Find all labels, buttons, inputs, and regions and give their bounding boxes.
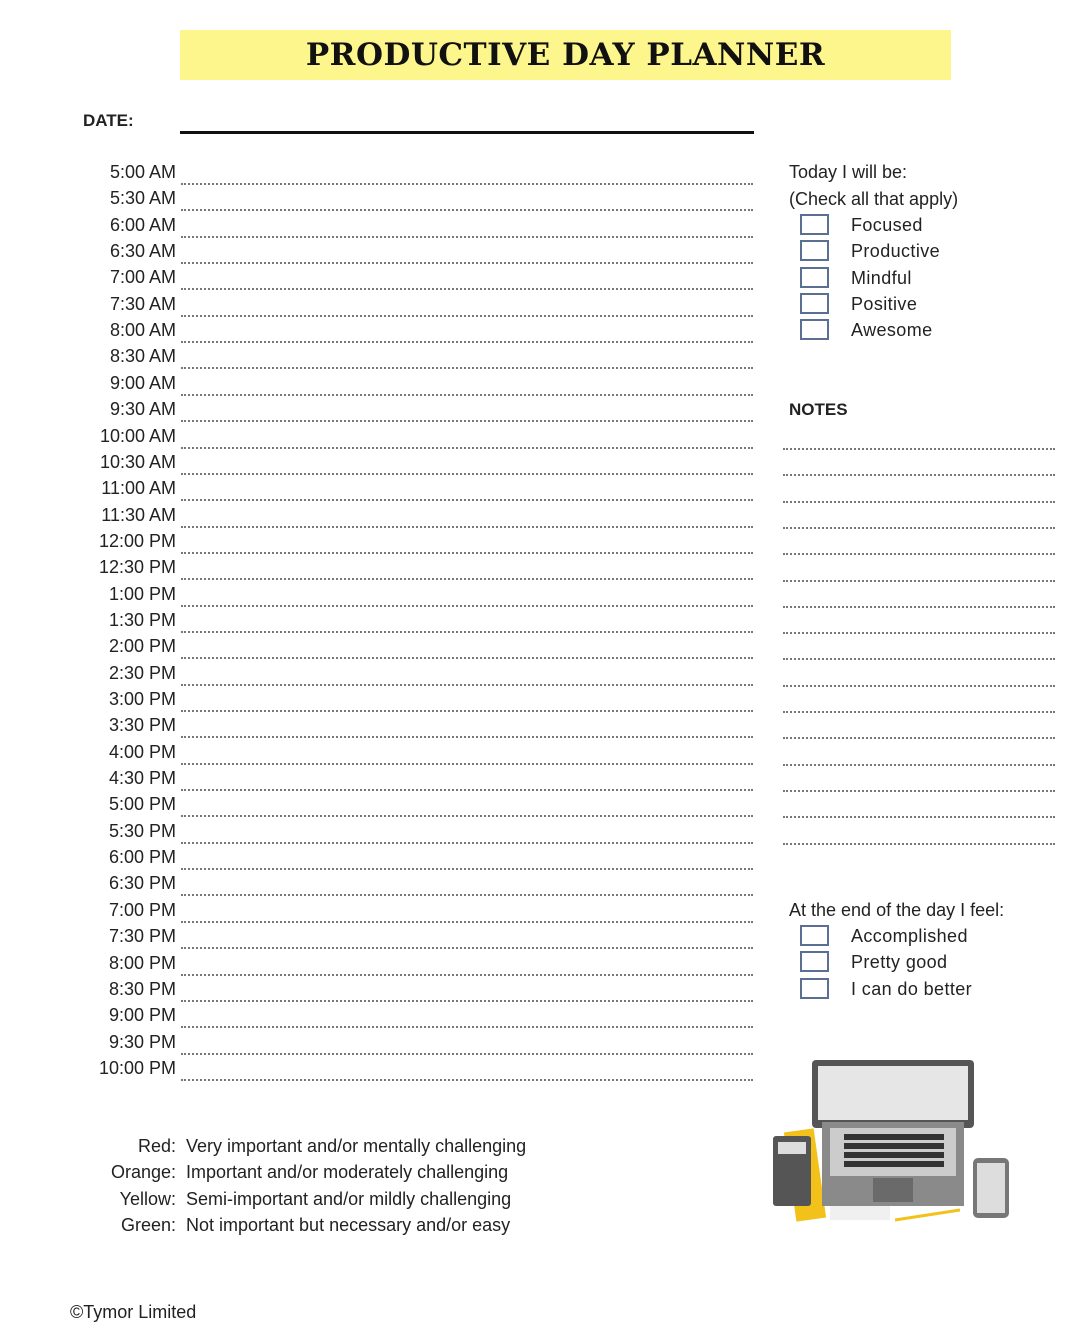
- time-slot-line[interactable]: [181, 868, 753, 870]
- time-slot-line[interactable]: [181, 921, 753, 923]
- notes-line[interactable]: [783, 790, 1055, 792]
- legend-description: Not important but necessary and/or easy: [186, 1214, 511, 1235]
- time-label: 6:30 PM: [108, 873, 176, 894]
- time-label: 5:00 AM: [109, 162, 176, 182]
- time-slot-line[interactable]: [181, 842, 753, 844]
- notes-line[interactable]: [783, 764, 1055, 766]
- time-slot-line[interactable]: [181, 657, 753, 659]
- notes-line[interactable]: [783, 448, 1055, 450]
- time-slot-line[interactable]: [181, 684, 753, 686]
- notes-line[interactable]: [783, 474, 1055, 476]
- time-slot-line[interactable]: [181, 315, 753, 317]
- time-label: 3:30 PM: [108, 715, 176, 736]
- time-label: 7:00 PM: [108, 899, 176, 920]
- copyright: ©Tymor Limited: [70, 1302, 197, 1322]
- time-slot-line[interactable]: [181, 947, 753, 949]
- time-label: 9:00 PM: [108, 1005, 176, 1026]
- page-title: PRODUCTIVE DAY PLANNER: [305, 37, 826, 73]
- time-slot-line[interactable]: [181, 394, 753, 396]
- time-slot-line[interactable]: [181, 578, 753, 580]
- time-label: 9:30 AM: [109, 399, 176, 420]
- time-slot-line[interactable]: [181, 236, 753, 238]
- time-slot-line[interactable]: [181, 1000, 753, 1002]
- legend-description: Important and/or moderately challenging: [186, 1162, 509, 1183]
- time-label: 5:30 AM: [109, 188, 176, 209]
- time-label: 12:00 PM: [98, 530, 176, 551]
- notes-line[interactable]: [783, 658, 1055, 660]
- feeling-checkbox[interactable]: [800, 978, 829, 999]
- time-label: 3:00 PM: [108, 689, 176, 709]
- feeling-label: Pretty good: [851, 952, 948, 973]
- today-subheading: (Check all that apply): [789, 189, 959, 209]
- time-label: 9:00 AM: [109, 372, 176, 393]
- time-slot-line[interactable]: [181, 1053, 753, 1055]
- time-label: 8:30 AM: [109, 346, 176, 367]
- date-label: DATE:: [83, 111, 134, 130]
- time-slot-line[interactable]: [181, 209, 753, 211]
- checkbox-productive[interactable]: [800, 240, 829, 261]
- time-slot-line[interactable]: [181, 288, 753, 290]
- notes-line[interactable]: [783, 632, 1055, 634]
- time-label: 11:30 AM: [101, 504, 176, 525]
- time-label: 6:00 PM: [108, 847, 176, 868]
- checkbox-label: Productive: [851, 241, 941, 262]
- time-slot-line[interactable]: [181, 499, 753, 501]
- checkbox-label: Positive: [851, 293, 918, 314]
- notes-line[interactable]: [783, 816, 1055, 818]
- time-label: 11:00 AM: [101, 478, 176, 499]
- time-slot-line[interactable]: [181, 341, 753, 343]
- time-slot-line[interactable]: [181, 736, 753, 738]
- time-slot-line[interactable]: [181, 262, 753, 264]
- time-slot-line[interactable]: [181, 710, 753, 712]
- time-label: 4:30 PM: [108, 768, 176, 789]
- time-label: 6:00 AM: [109, 214, 176, 235]
- notes-line[interactable]: [783, 737, 1055, 739]
- notes-line[interactable]: [783, 580, 1055, 582]
- time-label: 8:00 AM: [109, 320, 176, 341]
- time-slot-line[interactable]: [181, 789, 753, 791]
- time-slot-line[interactable]: [181, 473, 753, 475]
- notes-line[interactable]: [783, 501, 1055, 503]
- notes-line[interactable]: [783, 843, 1055, 845]
- time-label: 12:30 PM: [98, 557, 176, 578]
- checkbox-awesome[interactable]: [800, 319, 829, 340]
- checkbox-mindful[interactable]: [800, 267, 829, 288]
- time-slot-line[interactable]: [181, 894, 753, 896]
- time-slot-line[interactable]: [181, 974, 753, 976]
- feeling-label: I can do better: [851, 978, 973, 999]
- notes-line[interactable]: [783, 606, 1055, 608]
- time-label: 10:00 AM: [99, 425, 176, 446]
- time-slot-line[interactable]: [181, 1079, 753, 1081]
- time-slot-line[interactable]: [181, 420, 753, 422]
- checkbox-label: Focused: [851, 215, 923, 235]
- time-label: 8:00 PM: [108, 952, 176, 973]
- time-slot-line[interactable]: [181, 183, 753, 185]
- legend-key: Red:: [137, 1136, 176, 1156]
- time-slot-line[interactable]: [181, 552, 753, 554]
- notes-label: NOTES: [789, 400, 848, 419]
- time-label: 7:00 AM: [109, 267, 176, 288]
- feeling-checkbox[interactable]: [800, 925, 829, 946]
- time-label: 1:30 PM: [108, 609, 176, 630]
- legend-key: Green:: [120, 1214, 176, 1235]
- time-label: 7:30 PM: [108, 926, 176, 947]
- today-heading: Today I will be:: [789, 162, 908, 182]
- time-label: 1:00 PM: [108, 583, 176, 604]
- legend-key: Yellow:: [119, 1188, 176, 1209]
- time-label: 7:30 AM: [109, 293, 176, 314]
- notes-line[interactable]: [783, 553, 1055, 555]
- time-label: 10:00 PM: [98, 1057, 176, 1078]
- feeling-checkbox[interactable]: [800, 951, 829, 972]
- time-slot-line[interactable]: [181, 1026, 753, 1028]
- time-slot-line[interactable]: [181, 631, 753, 633]
- title-banner: [180, 30, 951, 80]
- feeling-label: Accomplished: [851, 926, 968, 946]
- time-label: 9:30 PM: [108, 1031, 176, 1052]
- time-slot-line[interactable]: [181, 447, 753, 449]
- legend-description: Semi-important and/or mildly challenging: [186, 1188, 512, 1209]
- time-slot-line[interactable]: [181, 763, 753, 765]
- time-label: 4:00 PM: [108, 741, 176, 762]
- time-label: 6:30 AM: [109, 241, 176, 262]
- checkbox-label: Awesome: [851, 320, 933, 341]
- legend-key: Orange:: [110, 1162, 176, 1183]
- time-label: 2:30 PM: [108, 662, 176, 683]
- notes-line[interactable]: [783, 711, 1055, 713]
- legend-description: Very important and/or mentally challenging: [186, 1136, 527, 1156]
- checkbox-focused[interactable]: [800, 214, 829, 235]
- time-slot-line[interactable]: [181, 815, 753, 817]
- laptop-illustration: [770, 1050, 1040, 1230]
- time-label: 8:30 PM: [108, 978, 176, 999]
- time-label: 5:30 PM: [108, 820, 176, 841]
- checkbox-positive[interactable]: [800, 293, 829, 314]
- checkbox-label: Mindful: [851, 267, 912, 288]
- time-slot-line[interactable]: [181, 605, 753, 607]
- time-label: 10:30 AM: [99, 451, 176, 472]
- date-input-line[interactable]: [180, 131, 754, 134]
- time-slot-line[interactable]: [181, 526, 753, 528]
- time-label: 5:00 PM: [108, 794, 176, 815]
- time-label: 2:00 PM: [108, 636, 176, 657]
- end-of-day-heading: At the end of the day I feel:: [789, 900, 1005, 920]
- time-slot-line[interactable]: [181, 367, 753, 369]
- notes-line[interactable]: [783, 685, 1055, 687]
- notes-line[interactable]: [783, 527, 1055, 529]
